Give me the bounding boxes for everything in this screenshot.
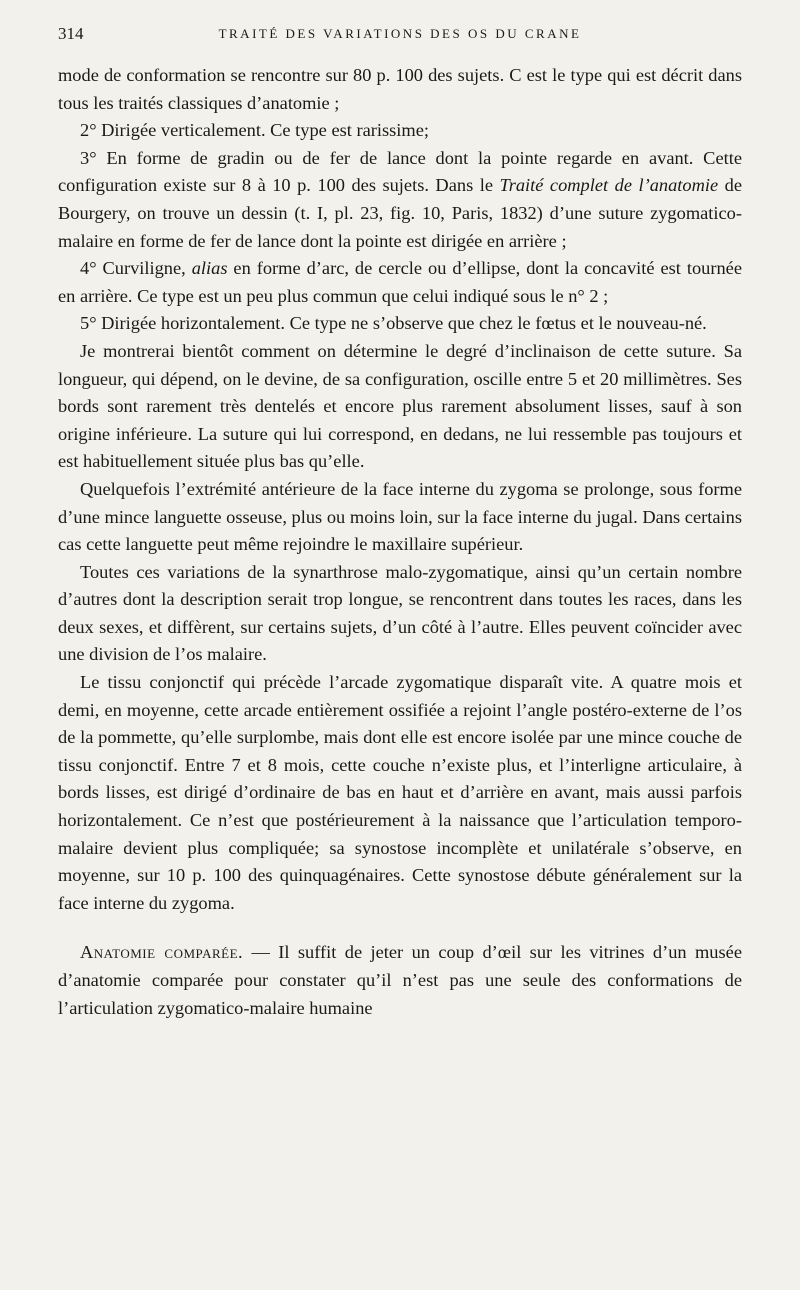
paragraph-4-text-a: 4° Curviligne, <box>80 258 192 279</box>
paragraph-9: Le tissu conjonctif qui précède l’arcade zygomatique disparaît vite. A quatre mois et demi, en moyenne, cette arcade entièrement ossifiée a rejoint l’angle postéro-externe de l’os de la pommette, qu’elle surplombe, mais dont elle est encore isolée par une mince couche de tissu conjonctif. Entre 7 et 8 mois, cette couche n’existe plus, et l’interligne articulaire, à bords lisses, est dirigé d’ordinaire de bas en haut et d’arrière en avant, mais aussi parfois horizontalement. Ce n’est que postérieurement à la naissance que l’articulation temporo-malaire devient plus compliquée; sa synostose incomplète et unilatérale s’observe, en moyenne, sur 10 p. 100 des quinquagénaires. Cette synostose débute généralement sur la face interne du zygoma. <box>58 672 742 913</box>
paragraph-3 <box>58 145 742 255</box>
section-heading: Anatomie comparée. <box>80 942 244 963</box>
paragraph-7: Quelquefois l’extrémité antérieure de la face interne du zygoma se prolonge, sous forme d’une mince languette osseuse, plus ou moins loin, sur la face interne du jugal. Dans certains cas cette languette peut même rejoindre le maxillaire supérieur. <box>58 478 742 555</box>
paragraph-2: 2° Dirigée verticalement. Ce type est rarissime; <box>80 120 429 141</box>
paragraph-5: 5° Dirigée horizontalement. Ce type ne s’observe que chez le fœtus et le nouveau-né. <box>80 313 707 334</box>
paragraph-3-text-b: de Bourgery, on trouve un dessin (t. I, pl. 23, fig. 10, Paris, 1832) d’une suture zygomatico-malaire en forme de fer de lance dont la pointe est dirigée en arrière ; <box>58 175 742 251</box>
book-title-italic: Traité complet de l’anatomie <box>499 175 719 196</box>
paragraph-6: Je montrerai bientôt comment on détermine le degré d’inclinaison de cette suture. Sa longueur, qui dépend, on le devine, de sa configuration, oscille entre 5 et 20 millimètres. Ses bords sont rarement très dentelés et encore plus rarement absolument lisses, sauf à son origine inférieure. La suture qui lui correspond, en dedans, ne lui ressemble pas toujours et est habituellement située plus bas qu’elle. <box>58 340 742 472</box>
running-title: TRAITÉ DES VARIATIONS DES OS DU CRANE <box>218 26 582 41</box>
running-header <box>58 24 742 50</box>
paragraph-8: Toutes ces variations de la synarthrose malo-zygomatique, ainsi qu’un certain nombre d’autres dont la description serait trop longue, se rencontrent dans toutes les races, dans les deux sexes, et diffèrent, sur certains sujets, d’un côté à l’autre. Elles peuvent coïncider avec une division de l’os malaire. <box>58 561 742 665</box>
body-text <box>58 62 742 1022</box>
page-number: 314 <box>58 24 84 43</box>
paragraph-10-text: — Il suffit de jeter un coup d’œil sur les vitrines d’un musée d’anatomie comparée pour constater qu’il n’est pas une seule des conformations de l’articulation zygomatico-malaire humaine <box>58 942 742 1018</box>
paragraph-4 <box>58 255 742 310</box>
alias-italic: alias <box>191 258 228 279</box>
paragraph-1: mode de conformation se rencontre sur 80 p. 100 des sujets. C est le type qui est décrit dans tous les traités classiques d’anatomie ; <box>58 65 742 113</box>
paragraph-10 <box>58 939 742 1022</box>
paragraph-4-text-b: en forme d’arc, de cercle ou d’ellipse, dont la concavité est tournée en arrière. Ce type est un peu plus commun que celui indiqué sous le n° 2 ; <box>58 258 742 306</box>
paragraph-3-text-a: 3° En forme de gradin ou de fer de lance dont la pointe regarde en avant. Cette configuration existe sur 8 à 10 p. 100 des sujets. Dans le <box>58 147 742 196</box>
